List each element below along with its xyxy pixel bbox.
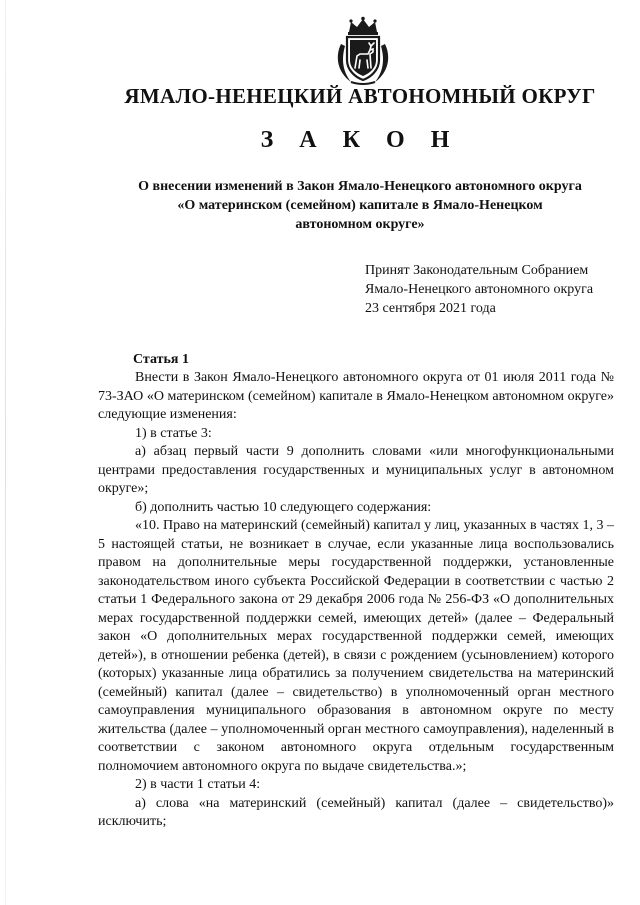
adoption-date: 23 сентября 2021 года <box>365 301 496 316</box>
law-subject <box>90 177 630 234</box>
adoption-line: Ямало-Ненецкого автономного округа <box>365 282 594 297</box>
subject-line: О внесении изменений в Закон Ямало-Ненецкого автономного округа <box>138 179 582 194</box>
subject-line: автономном округе» <box>295 217 425 232</box>
paragraph: а) абзац первый части 9 дополнить словами «или многофункциональными центрами предоставления государственных и муниципальных услуг в автономном округе»; <box>98 444 614 496</box>
adoption-line: Принят Законодательным Собранием <box>365 263 589 278</box>
paragraph: Внести в Закон Ямало-Ненецкого автономного округа от 01 июля 2011 года № 73-ЗАО «О материнском (семейном) капитале в Ямало-Ненецком автономном округе» следующие изменения: <box>98 370 614 422</box>
paragraph: «10. Право на материнский (семейный) капитал у лиц, указанных в частях 1, 3 – 5 настоящей статьи, не возникает в случае, если указанные лица воспользовались правом на дополнительные меры государственной поддержки, установленные законодательством иного субъекта Российской Федерации в соответствии с частью 2 статьи 1 Федерального закона от 29 декабря 2006 года № 256-ФЗ «О дополнительных мерах государственной поддержки семей, имеющих детей» (далее – Федеральный закон «О дополнительных мерах государственной поддержки семей, имеющих детей»), в отношении ребенка (детей), в связи с рождением (усыновлением) которого (которых) указанные лица обратились за получением свидетельства на материнский (семейный) капитал (далее – свидетельство) в уполномоченный орган местного самоуправления муниципального образования в автономном округе по месту жительства (далее – уполномоченный орган местного самоуправления), наделенный в соответствии с законом автономного округа отдельным государственным полномочием автономного округа по выдаче свидетельства.»; <box>98 518 614 774</box>
paragraph: 2) в части 1 статьи 4: <box>135 777 261 792</box>
adoption-note <box>365 261 615 318</box>
paragraph: 1) в статье 3: <box>135 425 212 441</box>
article-title: Статья 1 <box>133 352 189 367</box>
paragraph: а) слова «на материнский (семейный) капитал (далее – свидетельство)» исключить; <box>98 795 614 829</box>
article-body <box>98 369 614 832</box>
document-type-title: З А К О Н <box>260 127 460 153</box>
coat-of-arms-icon <box>333 16 393 86</box>
paragraph: б) дополнить частью 10 следующего содержания: <box>135 499 432 515</box>
region-title: ЯМАЛО-НЕНЕЦКИЙ АВТОНОМНЫЙ ОКРУГ <box>124 84 596 108</box>
subject-line: «О материнском (семейном) капитале в Ямало-Ненецком <box>177 198 543 213</box>
